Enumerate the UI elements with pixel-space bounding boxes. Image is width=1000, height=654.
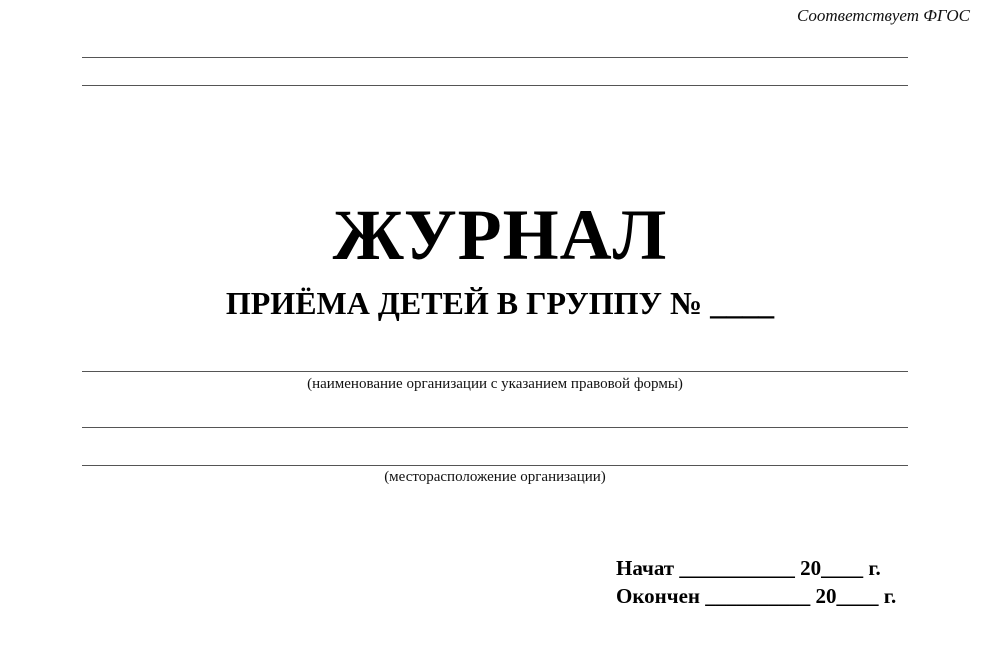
org-name-caption: (наименование организации с указанием правовой формы) [307, 376, 683, 392]
org-name-line [82, 371, 908, 372]
journal-title: ЖУРНАЛ [332, 195, 668, 275]
top-blank-line-1 [82, 57, 908, 58]
fgos-compliance-note: Соответствует ФГОС [796, 6, 970, 25]
finished-date-line: Окончен __________ 20____ г. [616, 584, 897, 608]
org-location-line [82, 465, 908, 466]
org-location-caption: (месторасположение организации) [384, 469, 606, 485]
org-extra-line [82, 427, 908, 428]
top-blank-line-2 [82, 85, 908, 86]
journal-subtitle: ПРИЁМА ДЕТЕЙ В ГРУППУ № ____ [225, 285, 775, 321]
started-date-line: Начат ___________ 20____ г. [616, 556, 881, 580]
